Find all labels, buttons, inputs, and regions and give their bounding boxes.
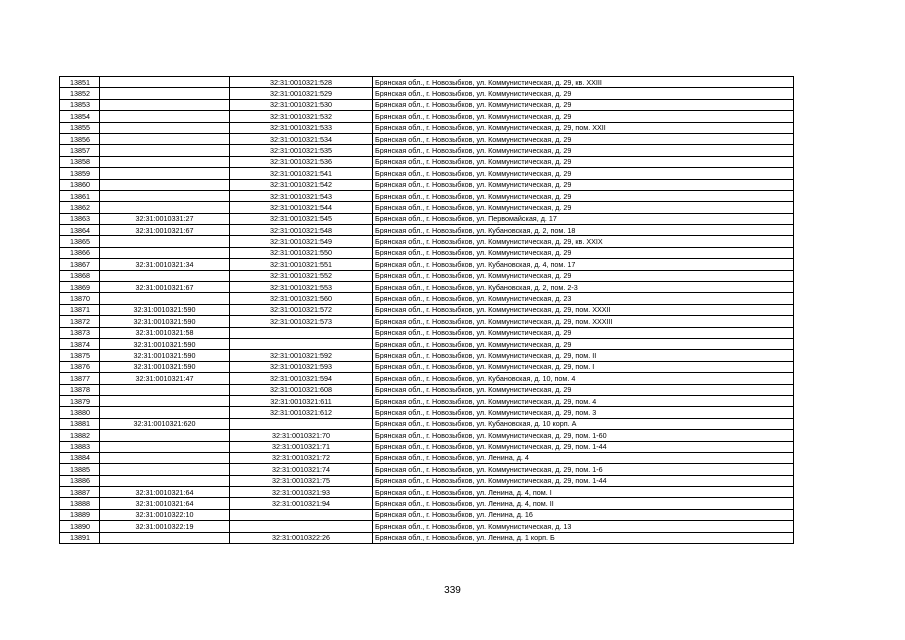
cadastral-number-cell: 32:31:0010321:70 bbox=[230, 430, 373, 441]
previous-cadastral-number-cell bbox=[100, 441, 230, 452]
previous-cadastral-number-cell: 32:31:0010321:590 bbox=[100, 304, 230, 315]
address-cell: Брянская обл., г. Новозыбков, ул. Коммунистическая, д. 29, кв. XXIX bbox=[373, 236, 794, 247]
table-row bbox=[60, 282, 794, 293]
row-number-cell: 13858 bbox=[60, 156, 100, 167]
previous-cadastral-number-cell bbox=[100, 190, 230, 201]
row-number-cell: 13885 bbox=[60, 464, 100, 475]
cadastral-number-cell: 32:31:0010321:611 bbox=[230, 395, 373, 406]
cadastral-number-cell bbox=[230, 418, 373, 429]
row-number-cell: 13877 bbox=[60, 373, 100, 384]
previous-cadastral-number-cell bbox=[100, 145, 230, 156]
row-number-cell: 13886 bbox=[60, 475, 100, 486]
row-number-cell: 13880 bbox=[60, 407, 100, 418]
table-row bbox=[60, 441, 794, 452]
previous-cadastral-number-cell bbox=[100, 293, 230, 304]
cadastral-number-cell: 32:31:0010321:534 bbox=[230, 133, 373, 144]
table-row bbox=[60, 316, 794, 327]
row-number-cell: 13861 bbox=[60, 190, 100, 201]
table-row bbox=[60, 521, 794, 532]
address-cell: Брянская обл., г. Новозыбков, ул. Коммунистическая, д. 29 bbox=[373, 168, 794, 179]
previous-cadastral-number-cell bbox=[100, 430, 230, 441]
cadastral-number-cell: 32:31:0010321:551 bbox=[230, 259, 373, 270]
table-row bbox=[60, 122, 794, 133]
table-row bbox=[60, 464, 794, 475]
address-cell: Брянская обл., г. Новозыбков, ул. Ленина, д. 4, пом. I bbox=[373, 487, 794, 498]
cadastral-number-cell: 32:31:0010321:593 bbox=[230, 361, 373, 372]
previous-cadastral-number-cell bbox=[100, 270, 230, 281]
cadastral-number-cell bbox=[230, 327, 373, 338]
address-cell: Брянская обл., г. Новозыбков, ул. Коммунистическая, д. 29, пом. 3 bbox=[373, 407, 794, 418]
cadastral-number-cell: 32:31:0010321:573 bbox=[230, 316, 373, 327]
row-number-cell: 13889 bbox=[60, 509, 100, 520]
row-number-cell: 13869 bbox=[60, 282, 100, 293]
row-number-cell: 13884 bbox=[60, 452, 100, 463]
table-row bbox=[60, 225, 794, 236]
cadastral-number-cell: 32:31:0010321:93 bbox=[230, 487, 373, 498]
cadastral-number-cell: 32:31:0010321:74 bbox=[230, 464, 373, 475]
address-cell: Брянская обл., г. Новозыбков, ул. Коммунистическая, д. 23 bbox=[373, 293, 794, 304]
row-number-cell: 13860 bbox=[60, 179, 100, 190]
address-cell: Брянская обл., г. Новозыбков, ул. Коммунистическая, д. 29, пом. XXXII bbox=[373, 304, 794, 315]
previous-cadastral-number-cell bbox=[100, 133, 230, 144]
table-row bbox=[60, 99, 794, 110]
address-cell: Брянская обл., г. Новозыбков, ул. Коммунистическая, д. 29 bbox=[373, 88, 794, 99]
previous-cadastral-number-cell: 32:31:0010321:590 bbox=[100, 350, 230, 361]
previous-cadastral-number-cell bbox=[100, 247, 230, 258]
row-number-cell: 13876 bbox=[60, 361, 100, 372]
address-cell: Брянская обл., г. Новозыбков, ул. Коммунистическая, д. 29 bbox=[373, 145, 794, 156]
address-cell: Брянская обл., г. Новозыбков, ул. Коммунистическая, д. 13 bbox=[373, 521, 794, 532]
previous-cadastral-number-cell: 32:31:0010321:67 bbox=[100, 282, 230, 293]
table-row bbox=[60, 384, 794, 395]
cadastral-number-cell: 32:31:0010321:71 bbox=[230, 441, 373, 452]
registry-table-body bbox=[60, 77, 794, 544]
cadastral-number-cell: 32:31:0010321:542 bbox=[230, 179, 373, 190]
table-row bbox=[60, 247, 794, 258]
cadastral-number-cell: 32:31:0010321:94 bbox=[230, 498, 373, 509]
row-number-cell: 13887 bbox=[60, 487, 100, 498]
cadastral-number-cell: 32:31:0010321:545 bbox=[230, 213, 373, 224]
previous-cadastral-number-cell: 32:31:0010321:64 bbox=[100, 487, 230, 498]
row-number-cell: 13888 bbox=[60, 498, 100, 509]
previous-cadastral-number-cell: 32:31:0010321:67 bbox=[100, 225, 230, 236]
row-number-cell: 13863 bbox=[60, 213, 100, 224]
previous-cadastral-number-cell: 32:31:0010331:27 bbox=[100, 213, 230, 224]
cadastral-number-cell: 32:31:0010321:550 bbox=[230, 247, 373, 258]
cadastral-number-cell: 32:31:0010321:548 bbox=[230, 225, 373, 236]
previous-cadastral-number-cell: 32:31:0010321:620 bbox=[100, 418, 230, 429]
cadastral-number-cell: 32:31:0010321:533 bbox=[230, 122, 373, 133]
cadastral-number-cell: 32:31:0010321:544 bbox=[230, 202, 373, 213]
previous-cadastral-number-cell bbox=[100, 395, 230, 406]
table-row bbox=[60, 475, 794, 486]
row-number-cell: 13855 bbox=[60, 122, 100, 133]
address-cell: Брянская обл., г. Новозыбков, ул. Коммунистическая, д. 29, пом. 4 bbox=[373, 395, 794, 406]
cadastral-number-cell: 32:31:0010321:541 bbox=[230, 168, 373, 179]
address-cell: Брянская обл., г. Новозыбков, ул. Коммунистическая, д. 29, пом. I bbox=[373, 361, 794, 372]
cadastral-number-cell: 32:31:0010321:594 bbox=[230, 373, 373, 384]
row-number-cell: 13867 bbox=[60, 259, 100, 270]
previous-cadastral-number-cell: 32:31:0010321:47 bbox=[100, 373, 230, 384]
row-number-cell: 13871 bbox=[60, 304, 100, 315]
previous-cadastral-number-cell: 32:31:0010321:590 bbox=[100, 361, 230, 372]
cadastral-number-cell: 32:31:0010321:572 bbox=[230, 304, 373, 315]
table-row bbox=[60, 259, 794, 270]
previous-cadastral-number-cell bbox=[100, 475, 230, 486]
table-row bbox=[60, 168, 794, 179]
table-row bbox=[60, 236, 794, 247]
address-cell: Брянская обл., г. Новозыбков, ул. Коммунистическая, д. 29, пом. II bbox=[373, 350, 794, 361]
table-row bbox=[60, 293, 794, 304]
cadastral-number-cell bbox=[230, 509, 373, 520]
row-number-cell: 13866 bbox=[60, 247, 100, 258]
table-row bbox=[60, 133, 794, 144]
previous-cadastral-number-cell: 32:31:0010321:64 bbox=[100, 498, 230, 509]
address-cell: Брянская обл., г. Новозыбков, ул. Коммунистическая, д. 29 bbox=[373, 179, 794, 190]
cadastral-number-cell bbox=[230, 338, 373, 349]
table-row bbox=[60, 88, 794, 99]
address-cell: Брянская обл., г. Новозыбков, ул. Коммунистическая, д. 29, пом. XXII bbox=[373, 122, 794, 133]
previous-cadastral-number-cell: 32:31:0010322:10 bbox=[100, 509, 230, 520]
table-row bbox=[60, 111, 794, 122]
address-cell: Брянская обл., г. Новозыбков, ул. Коммунистическая, д. 29, пом. 1-44 bbox=[373, 441, 794, 452]
address-cell: Брянская обл., г. Новозыбков, ул. Первомайская, д. 17 bbox=[373, 213, 794, 224]
previous-cadastral-number-cell: 32:31:0010321:58 bbox=[100, 327, 230, 338]
address-cell: Брянская обл., г. Новозыбков, ул. Коммунистическая, д. 29, пом. 1-60 bbox=[373, 430, 794, 441]
address-cell: Брянская обл., г. Новозыбков, ул. Коммунистическая, д. 29, пом. 1-6 bbox=[373, 464, 794, 475]
address-cell: Брянская обл., г. Новозыбков, ул. Коммунистическая, д. 29 bbox=[373, 202, 794, 213]
previous-cadastral-number-cell: 32:31:0010321:590 bbox=[100, 316, 230, 327]
cadastral-number-cell: 32:31:0010321:543 bbox=[230, 190, 373, 201]
table-row bbox=[60, 213, 794, 224]
row-number-cell: 13874 bbox=[60, 338, 100, 349]
table-row bbox=[60, 304, 794, 315]
table-row bbox=[60, 430, 794, 441]
address-cell: Брянская обл., г. Новозыбков, ул. Ленина, д. 16 bbox=[373, 509, 794, 520]
address-cell: Брянская обл., г. Новозыбков, ул. Кубановская, д. 10 корп. А bbox=[373, 418, 794, 429]
row-number-cell: 13854 bbox=[60, 111, 100, 122]
table-row bbox=[60, 338, 794, 349]
table-row bbox=[60, 373, 794, 384]
cadastral-number-cell: 32:31:0010321:552 bbox=[230, 270, 373, 281]
page-number: 339 bbox=[444, 585, 461, 596]
row-number-cell: 13852 bbox=[60, 88, 100, 99]
row-number-cell: 13882 bbox=[60, 430, 100, 441]
table-row bbox=[60, 532, 794, 543]
row-number-cell: 13856 bbox=[60, 133, 100, 144]
previous-cadastral-number-cell bbox=[100, 464, 230, 475]
row-number-cell: 13853 bbox=[60, 99, 100, 110]
cadastral-number-cell: 32:31:0010321:536 bbox=[230, 156, 373, 167]
table-row bbox=[60, 452, 794, 463]
address-cell: Брянская обл., г. Новозыбков, ул. Коммунистическая, д. 29 bbox=[373, 133, 794, 144]
cadastral-number-cell: 32:31:0010321:528 bbox=[230, 77, 373, 88]
address-cell: Брянская обл., г. Новозыбков, ул. Кубановская, д. 2, пом. 2-3 bbox=[373, 282, 794, 293]
cadastral-number-cell: 32:31:0010321:592 bbox=[230, 350, 373, 361]
row-number-cell: 13881 bbox=[60, 418, 100, 429]
cadastral-number-cell: 32:31:0010321:560 bbox=[230, 293, 373, 304]
cadastral-number-cell: 32:31:0010321:532 bbox=[230, 111, 373, 122]
row-number-cell: 13865 bbox=[60, 236, 100, 247]
row-number-cell: 13873 bbox=[60, 327, 100, 338]
address-cell: Брянская обл., г. Новозыбков, ул. Коммунистическая, д. 29 bbox=[373, 247, 794, 258]
table-row bbox=[60, 498, 794, 509]
address-cell: Брянская обл., г. Новозыбков, ул. Кубановская, д. 10, пом. 4 bbox=[373, 373, 794, 384]
table-row bbox=[60, 156, 794, 167]
row-number-cell: 13870 bbox=[60, 293, 100, 304]
address-cell: Брянская обл., г. Новозыбков, ул. Коммунистическая, д. 29 bbox=[373, 190, 794, 201]
address-cell: Брянская обл., г. Новозыбков, ул. Коммунистическая, д. 29 bbox=[373, 384, 794, 395]
registry-table bbox=[59, 76, 794, 544]
previous-cadastral-number-cell bbox=[100, 122, 230, 133]
address-cell: Брянская обл., г. Новозыбков, ул. Коммунистическая, д. 29 bbox=[373, 99, 794, 110]
row-number-cell: 13862 bbox=[60, 202, 100, 213]
previous-cadastral-number-cell bbox=[100, 236, 230, 247]
previous-cadastral-number-cell bbox=[100, 202, 230, 213]
previous-cadastral-number-cell bbox=[100, 407, 230, 418]
previous-cadastral-number-cell: 32:31:0010321:590 bbox=[100, 338, 230, 349]
cadastral-number-cell: 32:31:0010321:75 bbox=[230, 475, 373, 486]
address-cell: Брянская обл., г. Новозыбков, ул. Кубановская, д. 4, пом. 17 bbox=[373, 259, 794, 270]
previous-cadastral-number-cell bbox=[100, 452, 230, 463]
previous-cadastral-number-cell bbox=[100, 532, 230, 543]
table-row bbox=[60, 202, 794, 213]
previous-cadastral-number-cell bbox=[100, 88, 230, 99]
previous-cadastral-number-cell bbox=[100, 179, 230, 190]
row-number-cell: 13878 bbox=[60, 384, 100, 395]
table-row bbox=[60, 145, 794, 156]
address-cell: Брянская обл., г. Новозыбков, ул. Коммунистическая, д. 29 bbox=[373, 327, 794, 338]
address-cell: Брянская обл., г. Новозыбков, ул. Коммунистическая, д. 29, пом. XXXIII bbox=[373, 316, 794, 327]
cadastral-number-cell: 32:31:0010321:608 bbox=[230, 384, 373, 395]
table-row bbox=[60, 77, 794, 88]
row-number-cell: 13883 bbox=[60, 441, 100, 452]
previous-cadastral-number-cell bbox=[100, 99, 230, 110]
address-cell: Брянская обл., г. Новозыбков, ул. Коммунистическая, д. 29, кв. XXIII bbox=[373, 77, 794, 88]
cadastral-number-cell: 32:31:0010322:26 bbox=[230, 532, 373, 543]
table-row bbox=[60, 350, 794, 361]
address-cell: Брянская обл., г. Новозыбков, ул. Коммунистическая, д. 29 bbox=[373, 338, 794, 349]
address-cell: Брянская обл., г. Новозыбков, ул. Коммунистическая, д. 29 bbox=[373, 270, 794, 281]
table-row bbox=[60, 327, 794, 338]
table-row bbox=[60, 407, 794, 418]
row-number-cell: 13879 bbox=[60, 395, 100, 406]
table-row bbox=[60, 395, 794, 406]
row-number-cell: 13891 bbox=[60, 532, 100, 543]
address-cell: Брянская обл., г. Новозыбков, ул. Ленина, д. 4 bbox=[373, 452, 794, 463]
row-number-cell: 13872 bbox=[60, 316, 100, 327]
cadastral-number-cell: 32:31:0010321:530 bbox=[230, 99, 373, 110]
row-number-cell: 13890 bbox=[60, 521, 100, 532]
row-number-cell: 13859 bbox=[60, 168, 100, 179]
table-row bbox=[60, 270, 794, 281]
previous-cadastral-number-cell bbox=[100, 77, 230, 88]
table-row bbox=[60, 418, 794, 429]
address-cell: Брянская обл., г. Новозыбков, ул. Ленина, д. 4, пом. II bbox=[373, 498, 794, 509]
row-number-cell: 13875 bbox=[60, 350, 100, 361]
previous-cadastral-number-cell: 32:31:0010322:19 bbox=[100, 521, 230, 532]
cadastral-number-cell: 32:31:0010321:535 bbox=[230, 145, 373, 156]
table-row bbox=[60, 487, 794, 498]
cadastral-number-cell: 32:31:0010321:529 bbox=[230, 88, 373, 99]
previous-cadastral-number-cell bbox=[100, 156, 230, 167]
row-number-cell: 13851 bbox=[60, 77, 100, 88]
address-cell: Брянская обл., г. Новозыбков, ул. Коммунистическая, д. 29, пом. 1-44 bbox=[373, 475, 794, 486]
table-row bbox=[60, 190, 794, 201]
cadastral-number-cell: 32:31:0010321:72 bbox=[230, 452, 373, 463]
address-cell: Брянская обл., г. Новозыбков, ул. Коммунистическая, д. 29 bbox=[373, 156, 794, 167]
cadastral-number-cell bbox=[230, 521, 373, 532]
cadastral-number-cell: 32:31:0010321:553 bbox=[230, 282, 373, 293]
table-row bbox=[60, 509, 794, 520]
address-cell: Брянская обл., г. Новозыбков, ул. Кубановская, д. 2, пом. 18 bbox=[373, 225, 794, 236]
address-cell: Брянская обл., г. Новозыбков, ул. Ленина, д. 1 корп. Б bbox=[373, 532, 794, 543]
address-cell: Брянская обл., г. Новозыбков, ул. Коммунистическая, д. 29 bbox=[373, 111, 794, 122]
table-row bbox=[60, 179, 794, 190]
cadastral-number-cell: 32:31:0010321:612 bbox=[230, 407, 373, 418]
row-number-cell: 13857 bbox=[60, 145, 100, 156]
previous-cadastral-number-cell: 32:31:0010321:34 bbox=[100, 259, 230, 270]
previous-cadastral-number-cell bbox=[100, 384, 230, 395]
row-number-cell: 13864 bbox=[60, 225, 100, 236]
previous-cadastral-number-cell bbox=[100, 168, 230, 179]
previous-cadastral-number-cell bbox=[100, 111, 230, 122]
cadastral-number-cell: 32:31:0010321:549 bbox=[230, 236, 373, 247]
row-number-cell: 13868 bbox=[60, 270, 100, 281]
table-row bbox=[60, 361, 794, 372]
